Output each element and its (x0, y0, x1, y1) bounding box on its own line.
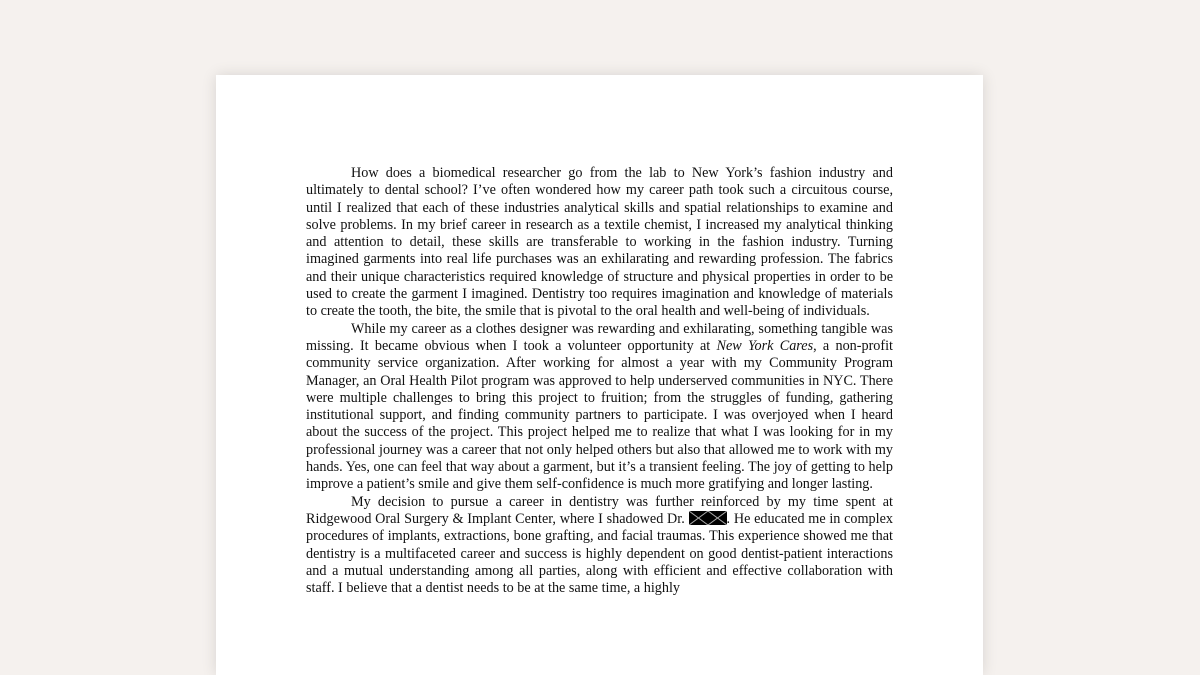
document-page (216, 75, 983, 675)
organization-name: New York Cares (716, 337, 814, 354)
redaction-mark (689, 511, 727, 525)
paragraph-1-text: How does a biomedical researcher go from the lab to New York’s fashion industry and ultimately to dental school? I’ve often wondered how my career path took such a circuitous course, until I realized that each of these industries analytical skills and spatial relationships to examine and solve problems. In my brief career in research as a textile chemist, I increased my analytical thinking and attention to detail, these skills are transferable to working in the fashion industry. Turning imagined garments into real life purchases was an exhilarating and rewarding profession. The fabrics and their unique characteristics required knowledge of structure and physical properties in order to be used to create the garment I imagined. Dentistry too requires imagination and knowledge of materials to create the tooth, the bite, the smile that is pivotal to the oral health and well-being of individuals. (306, 165, 893, 320)
essay-body (306, 165, 893, 597)
paragraph-3-text-a: My decision to pursue a career in dentistry was further reinforced by my time spent at Ridgewood Oral Surgery & Implant Center, where I shadowed Dr. (306, 493, 893, 527)
paragraph-3-text-b: . He educated me in complex procedures of implants, extractions, bone grafting, and facial traumas. This experience showed me that dentistry is a multifaceted career and success is highly dependent on good dentist-patient interactions and a mutual understanding among all parties, along with efficient and effective collaboration with staff. I believe that a dentist needs to be at the same time, a highly (306, 510, 893, 597)
paragraph-2-text-b: , a non-profit community service organization. After working for almost a year with my Community Program Manager, an Oral Health Pilot program was approved to help underserved communities in NYC. There were multiple challenges to bring this project to fruition; from the struggles of funding, gathering institutional support, and finding community partners to participate. I was overjoyed when I heard about the success of the project. This project helped me to realize that what I was looking for in my professional journey was a career that not only helped others but also that allowed me to work with my hands. Yes, one can feel that way about a garment, but it’s a transient feeling. The joy of getting to help improve a patient’s smile and give them self-confidence is much more gratifying and longer lasting. (306, 337, 894, 493)
paragraph-3 (306, 494, 893, 598)
paragraph-2 (306, 321, 893, 494)
paragraph-2-text-a: While my career as a clothes designer was rewarding and exhilarating, something tangible was missing. It became obvious when I took a volunteer opportunity at (306, 320, 893, 354)
paragraph-1 (306, 165, 893, 321)
